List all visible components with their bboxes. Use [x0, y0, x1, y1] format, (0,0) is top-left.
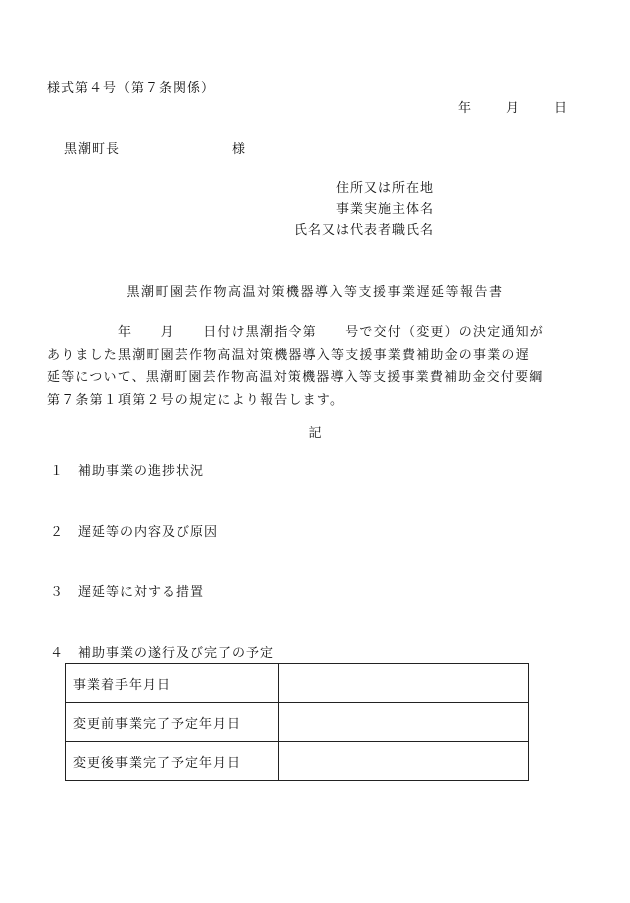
applicant-name-label: 氏名又は代表者職氏名 [293, 223, 434, 238]
schedule-table [65, 663, 529, 781]
item-number: ２ [50, 525, 65, 540]
item-delay-cause [50, 526, 218, 539]
item-label: 補助事業の進捗状況 [78, 464, 205, 479]
document-title: 黒潮町園芸作物高温対策機器導入等支援事業遅延等報告書 [126, 285, 504, 300]
addressee-honorific: 様 [232, 142, 246, 157]
date-day: 日 [554, 101, 569, 116]
addressee-name: 黒潮町長 [64, 142, 121, 157]
body-paragraph [47, 322, 584, 412]
applicant-address-label: 住所又は所在地 [335, 181, 434, 196]
table-row [66, 703, 529, 742]
table-row [66, 742, 529, 781]
item-progress [50, 465, 204, 478]
applicant-entity-label: 事業実施主体名 [335, 202, 434, 217]
date-year: 年 [458, 101, 473, 116]
row-label: 変更後事業完了予定年月日 [66, 742, 279, 781]
row-value-field[interactable] [279, 742, 529, 781]
item-label: 遅延等の内容及び原因 [78, 525, 219, 540]
row-label: 事業着手年月日 [66, 664, 279, 703]
item-label: 補助事業の遂行及び完了の予定 [78, 646, 275, 661]
row-value-field[interactable] [279, 664, 529, 703]
item-number: ４ [50, 646, 65, 661]
item-measures [50, 586, 204, 599]
body-line: 延等について、黒潮町園芸作物高温対策機器導入等支援事業費補助金交付要綱 [47, 370, 544, 385]
row-value-field[interactable] [279, 703, 529, 742]
item-number: ３ [50, 585, 65, 600]
ki-heading: 記 [308, 426, 322, 441]
item-number: １ [50, 464, 65, 479]
item-schedule [50, 647, 274, 660]
table-row [66, 664, 529, 703]
body-line: 第７条第１項第２号の規定により報告します。 [47, 392, 345, 408]
form-number-label: 様式第４号（第７条関係） [47, 81, 216, 96]
row-label: 変更前事業完了予定年月日 [66, 703, 279, 742]
body-line: 年 月 日付け黒潮指令第 号で交付（変更）の決定通知が [47, 325, 545, 340]
item-label: 遅延等に対する措置 [78, 585, 205, 600]
body-line: ありました黒潮町園芸作物高温対策機器導入等支援事業費補助金の事業の遅 [47, 347, 530, 363]
date-month: 月 [506, 101, 521, 116]
date-line [458, 102, 568, 115]
